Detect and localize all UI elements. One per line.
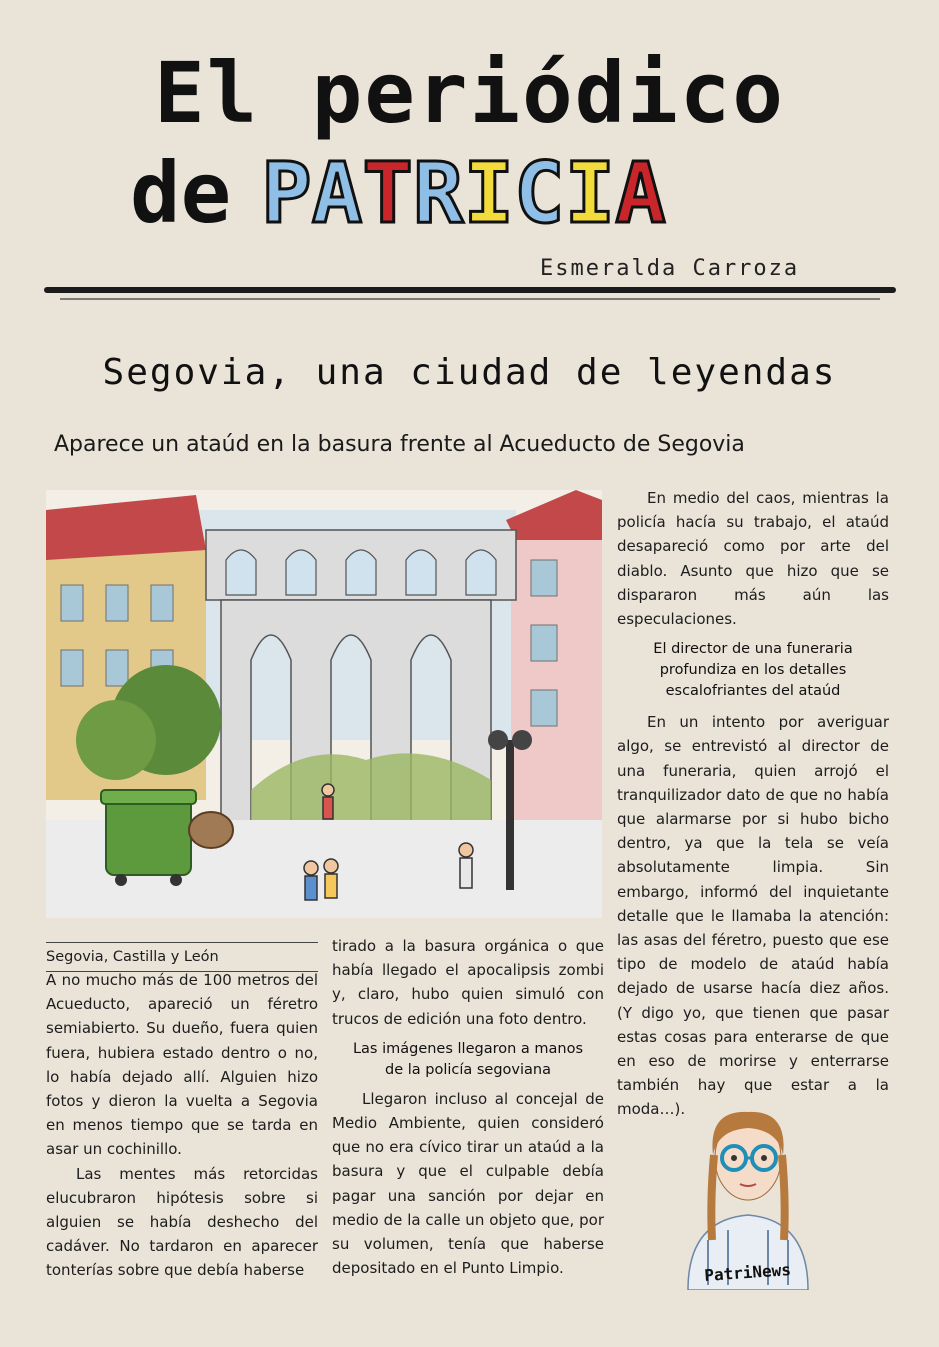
masthead-title: El periódico	[154, 44, 785, 142]
masthead-rule-thin	[60, 298, 880, 300]
portrait-label: PatriNews	[703, 1260, 792, 1286]
column-3	[617, 486, 889, 1122]
article-headline: Aparece un ataúd en la basura frente al Acueducto de Segovia	[54, 432, 745, 457]
masthead-letter: R	[412, 144, 464, 242]
column-3-subhead: El director de una funeraria profundiza en los detalles escalofriantes del ataúd	[653, 641, 853, 700]
aqueduct-illustration	[46, 490, 602, 918]
column-2-subhead: Las imágenes llegaron a manos de la policía segoviana	[352, 1040, 584, 1078]
column-1-paragraph-2: Las mentes más retorcidas elucubraron hipótesis sobre si alguien se había deshecho del cadáver. No tardaron en aparecer tonterías sobre que debía haberse	[46, 1164, 318, 1280]
column-1	[46, 968, 318, 1283]
photo-caption: Segovia, Castilla y León	[46, 942, 318, 972]
column-2-paragraph-1: tirado a la basura orgánica o que había llegado el apocalipsis zombi y, claro, hubo quien simuló con trucos de edición una foto dentro.	[332, 937, 604, 1028]
column-2	[332, 934, 604, 1280]
masthead-letter: P	[261, 144, 312, 242]
masthead-rule	[44, 287, 896, 293]
masthead-letter: A	[615, 144, 666, 242]
masthead-name-line	[130, 144, 666, 242]
masthead-letter: C	[514, 144, 565, 242]
masthead-letter: I	[564, 144, 616, 242]
masthead-letter: T	[362, 144, 413, 242]
column-3-paragraph-2: En un intento por averiguar algo, se entrevistó al director de una funeraria, quien arrojó el tranquilizador dato de que no había que alarmarse por si hubo bicho dentro, ya que la tela se veía absolutamente limpia. Sin embargo, informó del inquietante detalle que le llamaba la atención: las asas del féretro, puesto que ese tipo de modelo de ataúd había dejado de usarse hacía diez años. (Y digo yo, que tienen que pasar estas cosas para enterarse de que en eso de morirse y enterrarse también hay que estar a la moda…).	[617, 713, 889, 1119]
column-2-paragraph-2: Llegaron incluso al concejal de Medio Ambiente, quien consideró que no era cívico tirar un ataúd a la basura y que el culpable debía pagar una sanción por dejar en medio de la calle un objeto que, por su volumen, tenía que haberse depositado en el Punto Limpio.	[332, 1089, 604, 1278]
patricia-portrait	[678, 1100, 818, 1290]
masthead-letter: A	[311, 144, 363, 242]
author-byline: Esmeralda Carroza	[540, 256, 800, 281]
column-1-paragraph-1: A no mucho más de 100 metros del Acueducto, apareció un féretro semiabierto. Su dueño, fuera quien fuera, hubiera estado dentro o no, lo había dejado allí. Alguien hizo fotos y dieron la vuelta a Segovia en menos tiempo que se tarda en asar un cochinillo.	[46, 971, 318, 1159]
masthead-patricia	[261, 144, 666, 242]
column-3-paragraph-1: En medio del caos, mientras la policía hacía su trabajo, el ataúd desapareció como por arte del diablo. Asunto que hizo que se dispararon más aún las especulaciones.	[617, 489, 889, 629]
page-headline: Segovia, una ciudad de leyendas	[102, 352, 837, 393]
masthead-de: de	[130, 144, 232, 242]
masthead-letter: I	[463, 144, 515, 242]
